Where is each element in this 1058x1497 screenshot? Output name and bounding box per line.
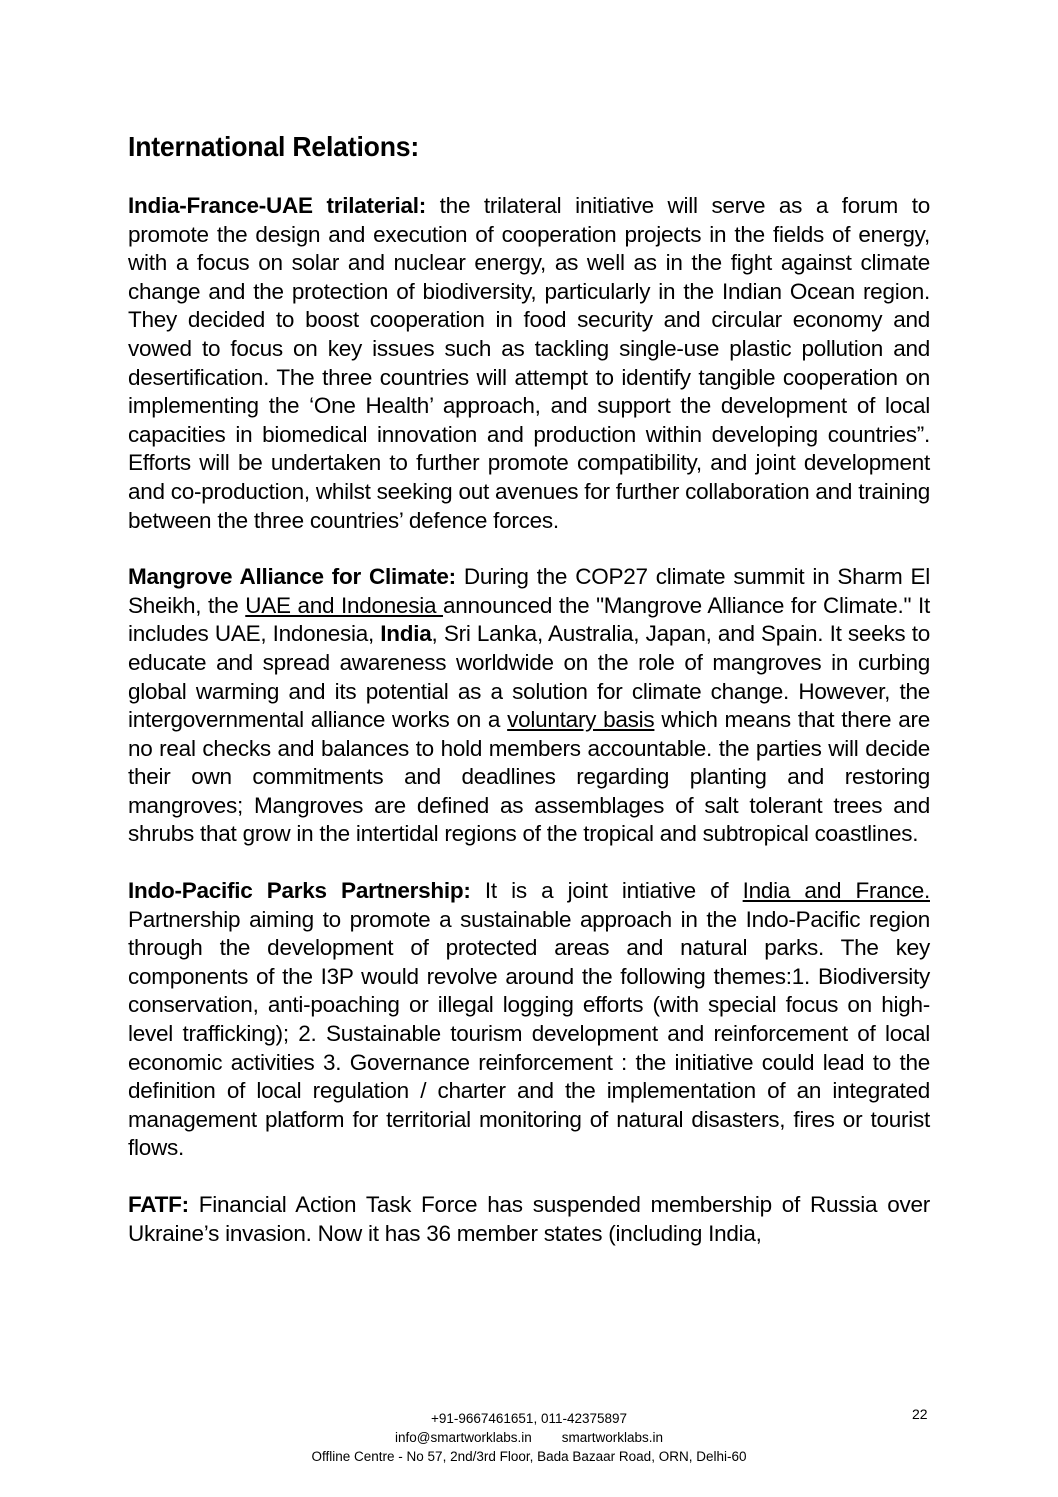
underlined-text: UAE and Indonesia <box>245 592 444 618</box>
section-heading: FATF: <box>128 1192 189 1217</box>
footer-phone: +91-9667461651, 011-42375897 <box>430 1411 628 1426</box>
section-heading: Indo-Pacific Parks Partnership: <box>128 878 471 904</box>
page-title: International Relations: <box>128 131 420 162</box>
section-text: the trilateral initiative will serve as a forum to promote the design and execution of cooperation projects in the fields of energy, with a focus on solar and nuclear energy, as well as in the fight against climate change and the protection of biodiversity, particularly in the Indian Ocean region. They decided to boost cooperation in food security and circular economy and vowed to focus on key issues such as tackling single-use plastic pollution and desertification. The three countries will attempt to identify tangible cooperation on implementing the ‘One Health’ approach, and support the development of local capacities in biomedical innovation and production within developing countries”. Efforts will be undertaken to further promote compatibility, and joint development and co-production, whilst seeking out avenues for further collaboration and training between the three countries’ defence forces. <box>128 193 930 533</box>
section-text: which means that there are no real checks and balances to hold members accountable. the parties will decide their own commitments and deadlines regarding planting and restoring mangroves; Mangroves are defined as assemblages of salt tolerant trees and shrubs that grow in the intertidal regions of the tropical and subtropical coastlines. <box>128 707 930 847</box>
section-text: announced the "Mangrove Alliance for Climate." It includes UAE, Indonesia, <box>128 592 931 647</box>
section-india-france-uae <box>128 192 930 535</box>
section-text: During the COP27 climate summit in Sharm El Sheikh, the <box>128 564 930 618</box>
footer-website: smartworklabs.in <box>561 1430 664 1445</box>
section-fatf <box>128 1191 930 1248</box>
section-text: , Sri Lanka, Australia, Japan, and Spain. It seeks to educate and spread awareness worldwide on the role of mangroves in curbing global warming and its potential as a solution for climate change. However, the intergovernmental alliance works on a <box>128 621 930 733</box>
bold-text: India <box>380 621 432 647</box>
section-text: Financial Action Task Force has suspended membership of Russia over Ukraine’s invasion. Now it has 36 member states (including India, <box>128 1192 930 1246</box>
section-heading: Mangrove Alliance for Climate: <box>128 564 456 590</box>
footer-contact <box>0 1429 1058 1447</box>
page-number: 22 <box>912 1406 928 1422</box>
section-text: Partnership aiming to promote a sustainable approach in the Indo-Pacific region through the development of protected areas and natural parks. The key components of the I3P would revolve around the following themes:1. Biodiversity conservation, anti-poaching or illegal logging efforts (with special focus on high-level trafficking); 2. Sustainable tourism development and reinforcement of local economic activities 3. Governance reinforcement : the initiative could lead to the definition of local regulation / charter and the implementation of an integrated management platform for territorial monitoring of natural disasters, fires or tourist flows. <box>128 906 930 1161</box>
page-content <box>128 128 930 1248</box>
underlined-text: India and France. <box>742 878 930 904</box>
section-mangrove-alliance <box>128 563 930 849</box>
section-text: It is a joint intiative of <box>470 878 743 904</box>
underlined-text: voluntary basis <box>507 707 655 733</box>
section-heading: India-France-UAE trilaterial: <box>128 193 426 218</box>
section-indo-pacific-parks <box>128 877 930 1163</box>
footer-address: Offline Centre - No 57, 2nd/3rd Floor, Bada Bazaar Road, ORN, Delhi-60 <box>311 1449 747 1464</box>
footer-email: info@smartworklabs.in <box>394 1430 532 1445</box>
